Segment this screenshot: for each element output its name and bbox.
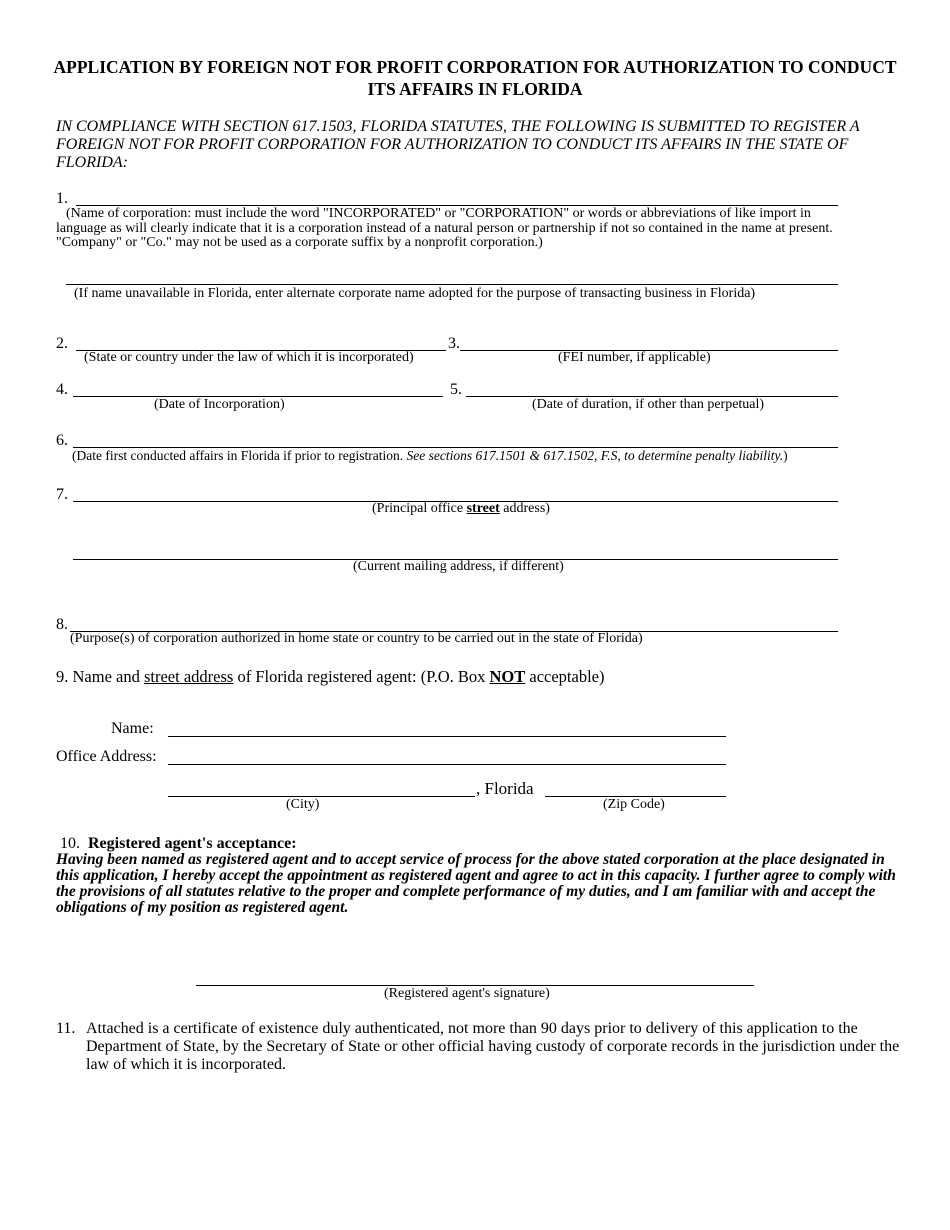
- intro-paragraph: IN COMPLIANCE WITH SECTION 617.1503, FLORIDA STATUTES, THE FOLLOWING IS SUBMITTED TO REGISTER A FOREIGN NOT FOR PROFIT CORPORATION FOR AUTHORIZATION TO CONDUCT ITS AFFAIRS IN THE STATE OF FLORIDA:: [56, 118, 860, 171]
- state-of-incorporation-caption: (State or country under the law of which it is incorporated): [84, 350, 414, 365]
- acceptance-statement: Having been named as registered agent and to accept service of process for the above stated corporation at the place designated in this application, I hereby accept the appointment as registered agent and agree to act in this capacity. I further agree to comply with the provisions of all statutes relative to the proper and complete performance of my duties, and I am familiar with and accept the obligations of my position as registered agent.: [56, 851, 896, 916]
- fei-number-caption: (FEI number, if applicable): [558, 350, 711, 365]
- item-2-number: 2.: [56, 335, 68, 352]
- certificate-of-existence-text: Attached is a certificate of existence duly authenticated, not more than 90 days prior to delivery of this application to the Department of State, by the Secretary of State or other official having custody of corporate records in the jurisdiction under the law of which it is incorporated.: [86, 1020, 900, 1073]
- item-6-number: 6.: [56, 432, 68, 449]
- form-title: APPLICATION BY FOREIGN NOT FOR PROFIT CORPORATION FOR AUTHORIZATION TO CONDUCT ITS AFFAIRS IN FLORIDA: [53, 57, 897, 99]
- alternate-name-caption: (If name unavailable in Florida, enter alternate corporate name adopted for the purpose of transacting business in Florida): [74, 286, 756, 301]
- item-5-number: 5.: [450, 381, 462, 398]
- purpose-caption: (Purpose(s) of corporation authorized in home state or country to be carried out in the state of Florida): [70, 631, 643, 646]
- acceptance-heading: 10. Registered agent's acceptance:: [60, 835, 297, 852]
- alternate-name-field[interactable]: [66, 284, 838, 285]
- corporation-name-caption: (Name of corporation: must include the word "INCORPORATED" or "CORPORATION" or words or abbreviations of like import in language as will clearly indicate that it is a corporation instead of a natural person or partnership if not so contained in the name at present. "Company" or "Co." may not be used as a corporate suffix by a nonprofit corporation.): [56, 206, 833, 250]
- city-field[interactable]: [168, 796, 475, 797]
- mailing-address-caption: (Current mailing address, if different): [353, 559, 564, 574]
- agent-name-field[interactable]: [168, 736, 726, 737]
- office-address-field[interactable]: [168, 764, 726, 765]
- item-8-number: 8.: [56, 616, 68, 633]
- principal-office-address-caption: (Principal office street address): [372, 501, 550, 516]
- date-of-incorporation-caption: (Date of Incorporation): [154, 397, 285, 412]
- item-3-number: 3.: [448, 335, 460, 352]
- item-11-number: 11.: [56, 1020, 76, 1037]
- city-caption: (City): [286, 797, 320, 812]
- agent-name-label: Name:: [111, 720, 154, 737]
- item-7-number: 7.: [56, 486, 68, 503]
- agent-signature-caption: (Registered agent's signature): [384, 986, 550, 1001]
- item-1-number: 1.: [56, 190, 68, 207]
- date-first-conducted-caption: (Date first conducted affairs in Florida if prior to registration. See sections 617.1501 & 617.1502, F.S, to determine penalty liability.): [72, 448, 788, 463]
- registered-agent-heading: 9. Name and street address of Florida registered agent: (P.O. Box NOT acceptable): [56, 667, 605, 686]
- office-address-label: Office Address:: [56, 748, 157, 765]
- date-of-duration-caption: (Date of duration, if other than perpetual): [532, 397, 765, 412]
- zip-code-caption: (Zip Code): [603, 797, 665, 812]
- item-4-number: 4.: [56, 381, 68, 398]
- florida-label: , Florida: [476, 779, 534, 798]
